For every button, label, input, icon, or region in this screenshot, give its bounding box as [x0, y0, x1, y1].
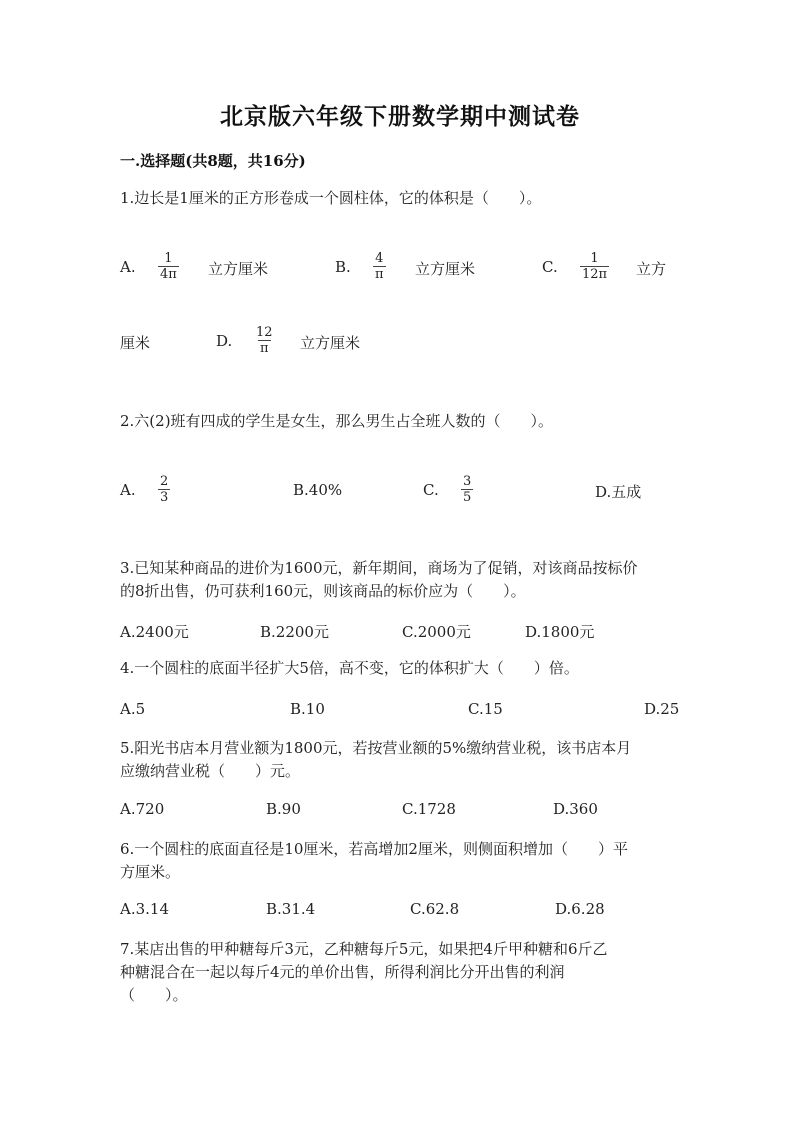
- option-a-label: A.: [120, 481, 136, 499]
- option-a: A.2400元: [120, 623, 189, 641]
- option-a: A.3.14: [120, 900, 169, 918]
- option-c-fraction: [580, 251, 609, 282]
- fraction-numerator: 12: [256, 325, 273, 340]
- option-b: B.2200元: [260, 623, 329, 641]
- option-c-label: C.: [423, 481, 439, 499]
- option-b: B.40%: [293, 481, 343, 499]
- option-a-fraction: [158, 474, 170, 505]
- option-d-unit: 立方厘米: [300, 334, 361, 352]
- option-c: C.62.8: [410, 900, 460, 918]
- option-d-label: D.: [216, 332, 233, 350]
- option-d: D.五成: [595, 483, 642, 501]
- option-c: C.1728: [402, 800, 456, 818]
- option-b-unit: 立方厘米: [415, 260, 476, 278]
- question-text-line-3: （ ）。: [120, 986, 188, 1004]
- fraction-denominator: π: [375, 267, 384, 282]
- question-text-line-2: 的8折出售，仍可获利160元，则该商品的标价应为（ ）。: [120, 582, 526, 600]
- option-b: B.31.4: [266, 900, 316, 918]
- option-a-unit: 立方厘米: [208, 260, 269, 278]
- option-b-fraction: [373, 251, 386, 282]
- fraction-denominator: 4π: [160, 267, 177, 282]
- fraction-denominator: 5: [463, 490, 472, 505]
- option-c-unit: 立方: [636, 260, 667, 278]
- option-d: D.6.28: [555, 900, 605, 918]
- fraction-denominator: 3: [160, 490, 169, 505]
- option-d: D.360: [553, 800, 598, 818]
- question-text-line-1: 5.阳光书店本月营业额为1800元，若按营业额的5%缴纳营业税，该书店本月: [120, 739, 632, 757]
- fraction-numerator: 3: [463, 474, 472, 489]
- page-title: 北京版六年级下册数学期中测试卷: [220, 103, 580, 130]
- option-d: D.25: [644, 700, 680, 718]
- question-text-line-2: 种糖混合在一起以每斤4元的单价出售，所得利润比分开出售的利润: [120, 963, 565, 981]
- option-c-unit-continued: 厘米: [120, 334, 151, 352]
- fraction-numerator: 1: [164, 251, 173, 266]
- question-text: 4.一个圆柱的底面半径扩大5倍，高不变，它的体积扩大（ ）倍。: [120, 659, 579, 677]
- option-d: D.1800元: [525, 623, 595, 641]
- option-b-label: B.: [335, 258, 351, 276]
- option-a-label: A.: [120, 258, 136, 276]
- question-text: 1.边长是1厘米的正方形卷成一个圆柱体，它的体积是（ ）。: [120, 189, 542, 207]
- option-c-fraction: [461, 474, 473, 505]
- option-a-fraction: [158, 251, 179, 282]
- option-a: A.720: [120, 800, 165, 818]
- question-text-line-1: 3.已知某种商品的进价为1600元，新年期间，商场为了促销，对该商品按标价: [120, 559, 638, 577]
- option-c: C.2000元: [402, 623, 471, 641]
- option-b: B.90: [266, 800, 301, 818]
- question-text-line-1: 6.一个圆柱的底面直径是10厘米，若高增加2厘米，则侧面积增加（ ）平: [120, 840, 628, 858]
- question-text-line-2: 方厘米。: [120, 863, 181, 881]
- fraction-numerator: 4: [375, 251, 384, 266]
- option-c-label: C.: [542, 258, 558, 276]
- fraction-denominator: 12π: [582, 267, 608, 282]
- option-b: B.10: [290, 700, 325, 718]
- question-text: 2.六(2)班有四成的学生是女生，那么男生占全班人数的（ ）。: [120, 412, 554, 430]
- question-text-line-1: 7.某店出售的甲种糖每斤3元，乙种糖每斤5元，如果把4斤甲种糖和6斤乙: [120, 940, 608, 958]
- fraction-numerator: 2: [160, 474, 169, 489]
- option-c: C.15: [468, 700, 503, 718]
- fraction-numerator: 1: [590, 251, 599, 266]
- option-d-fraction: [254, 325, 275, 356]
- section-heading: 一.选择题(共8题，共16分): [120, 152, 306, 170]
- fraction-denominator: π: [260, 341, 269, 356]
- question-text-line-2: 应缴纳营业税（ ）元。: [120, 762, 301, 780]
- option-a: A.5: [120, 700, 146, 718]
